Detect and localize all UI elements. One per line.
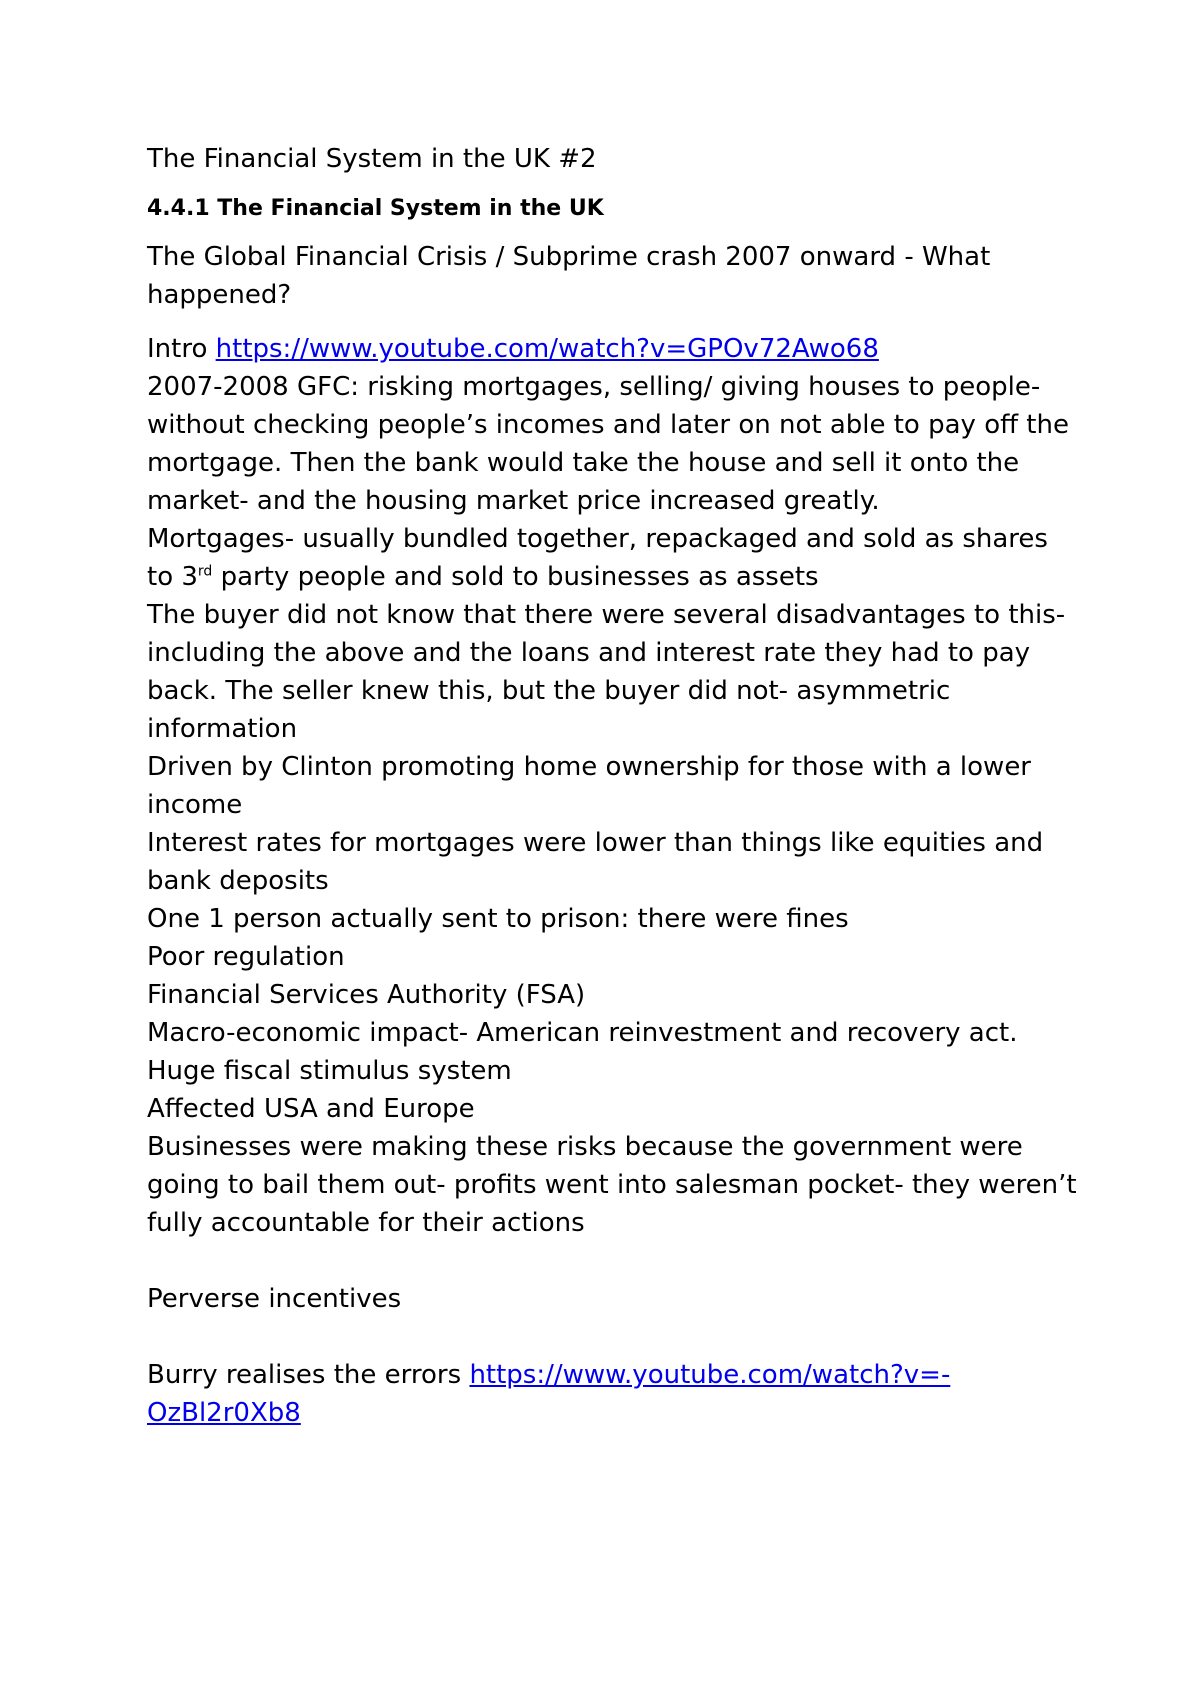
burry-label: Burry realises the errors <box>147 1360 470 1390</box>
gfc-paragraph: 2007-2008 GFC: risking mortgages, selling/ giving houses to people- without checking people’s incomes and later on not able to pay off the mortgage. Then the bank would take the house and sell it onto the market- and the housing market price increased greatly. <box>147 372 1069 516</box>
businesses-paragraph: Businesses were making these risks because the government were going to bail them out- profits went into salesman pocket- they weren’t fully accountable for their actions <box>147 1132 1077 1238</box>
document-title: The Financial System in the UK #2 <box>147 144 597 174</box>
fsa-line: Financial Services Authority (FSA) <box>147 980 586 1010</box>
intro-line <box>147 330 1077 368</box>
question-paragraph: The Global Financial Crisis / Subprime crash 2007 onward - What happened? <box>147 242 991 310</box>
blank-line <box>147 1242 1077 1280</box>
section-heading: 4.4.1 The Financial System in the UK <box>147 196 604 221</box>
interest-paragraph: Interest rates for mortgages were lower than things like equities and bank deposits <box>147 828 1044 896</box>
macro-paragraph: Macro-economic impact- American reinvestment and recovery act. Huge fiscal stimulus system <box>147 1018 1018 1086</box>
blank-line <box>147 1318 1077 1356</box>
mortgages-text-after: party people and sold to businesses as assets <box>212 562 819 592</box>
notes-body <box>147 330 1077 1432</box>
ordinal-superscript: rd <box>197 563 213 580</box>
affected-line: Affected USA and Europe <box>147 1094 475 1124</box>
burry-line <box>147 1356 1077 1432</box>
document-page <box>147 140 1077 1432</box>
clinton-paragraph: Driven by Clinton promoting home ownership for those with a lower income <box>147 752 1031 820</box>
perverse-incentives-line: Perverse incentives <box>147 1284 402 1314</box>
burry-video-link[interactable]: https://www.youtube.com/watch?v=-OzBl2r0Xb8 <box>147 1360 951 1428</box>
mortgages-paragraph <box>147 520 1077 596</box>
intro-label: Intro <box>147 334 216 364</box>
buyer-paragraph: The buyer did not know that there were several disadvantages to this- including the above and the loans and interest rate they had to pay back. The seller knew this, but the buyer did not- asymmetric information <box>147 600 1066 744</box>
prison-line: One 1 person actually sent to prison: there were fines <box>147 904 849 934</box>
mortgages-text-before: Mortgages- usually bundled together, repackaged and sold as shares to 3 <box>147 524 1048 592</box>
regulation-line: Poor regulation <box>147 942 345 972</box>
intro-video-link[interactable]: https://www.youtube.com/watch?v=GPOv72Awo68 <box>215 334 879 364</box>
